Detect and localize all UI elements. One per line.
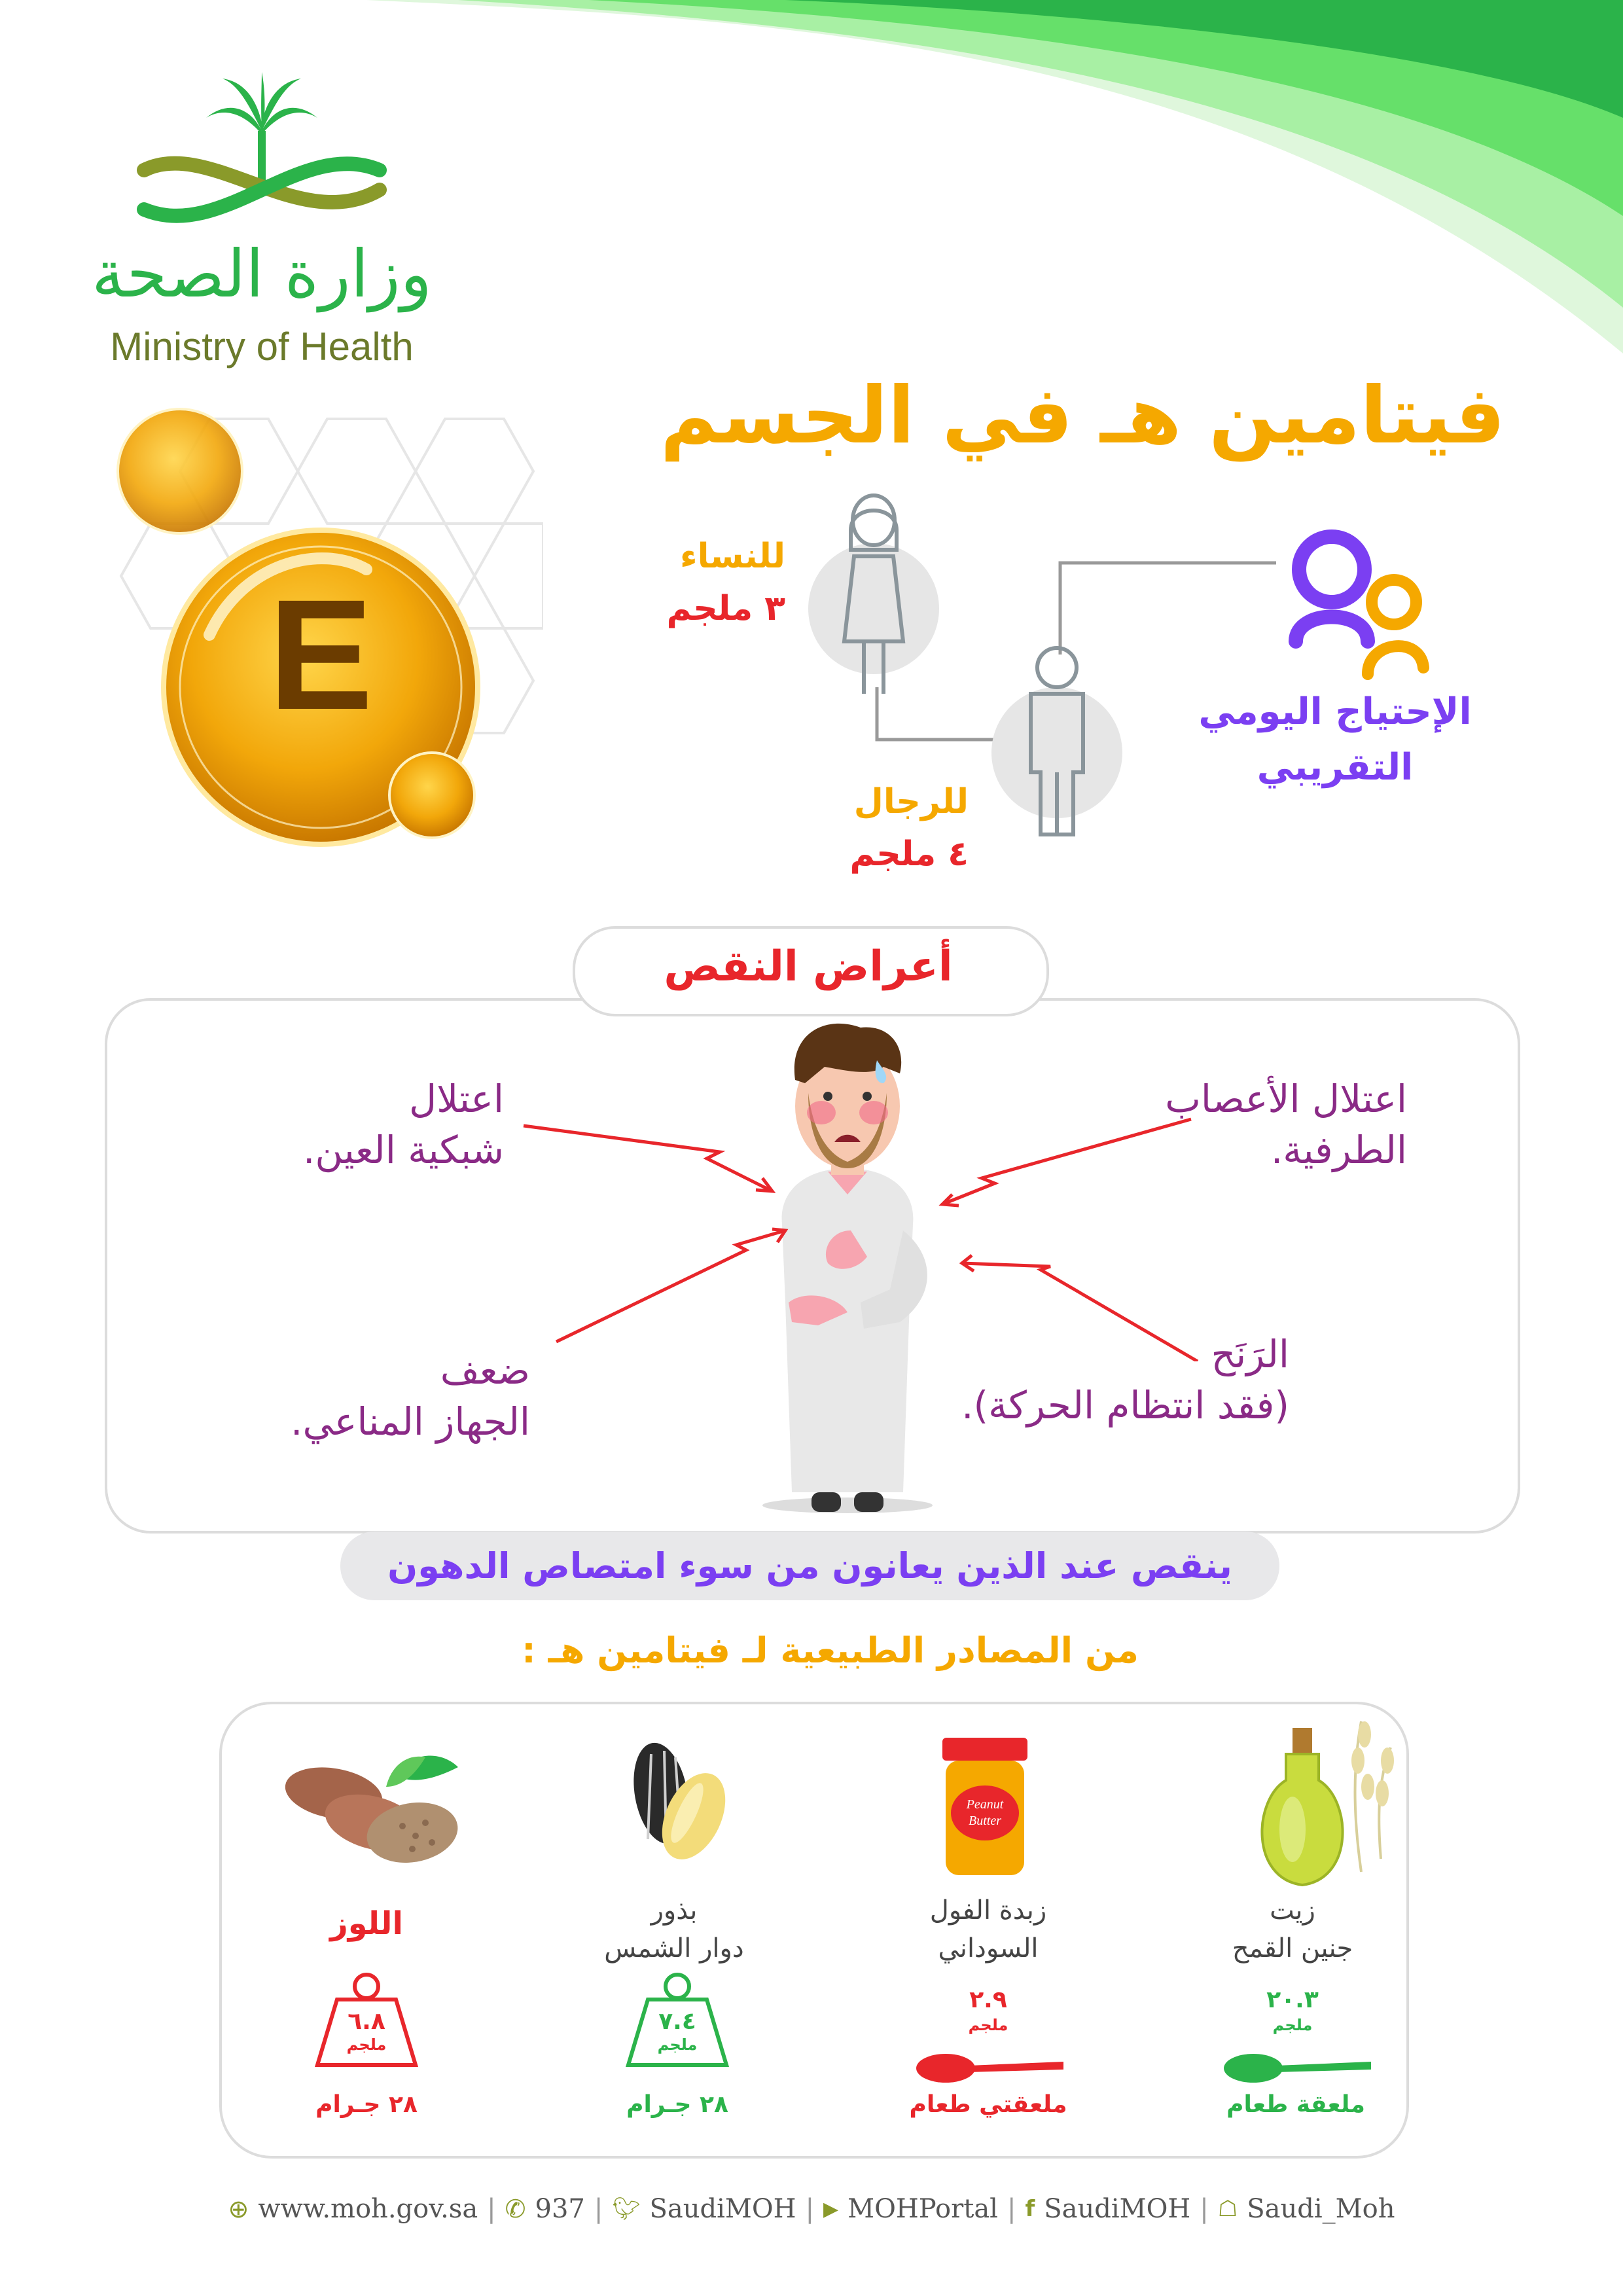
- symptom-immune: [196, 1345, 530, 1448]
- food-1-name: [1201, 1892, 1384, 1967]
- food-2-portion: ملعقتي طعام: [909, 2091, 1067, 2118]
- vitamin-letter: E: [268, 567, 374, 742]
- footer-twitter[interactable]: SaudiMOH: [649, 2194, 796, 2224]
- food-3-amount: ٧.٤: [658, 2008, 696, 2035]
- symptom-immune-line2: الجهاز المناعي.: [291, 1399, 530, 1444]
- man-icon: [1005, 641, 1109, 838]
- food-1-name-line2: جنين القمح: [1232, 1933, 1353, 1964]
- footer-phone[interactable]: 937: [535, 2194, 585, 2224]
- spoon-icon: [1224, 2049, 1374, 2088]
- food-2-unit: ملجم: [968, 2016, 1008, 2034]
- food-3-name-line2: دوار الشمس: [604, 1933, 744, 1964]
- footer-facebook[interactable]: SaudiMOH: [1044, 2194, 1191, 2224]
- almonds-icon: [275, 1748, 471, 1872]
- footer-separator: |: [487, 2194, 496, 2224]
- sources-heading: من المصادر الطبيعية لـ فيتامين هـ :: [522, 1630, 1139, 1671]
- footer-website[interactable]: www.moh.gov.sa: [258, 2194, 478, 2224]
- symptom-retina: [196, 1073, 504, 1176]
- people-icon: [1283, 524, 1453, 694]
- footer: [223, 2189, 1400, 2229]
- youtube-icon: ▶: [823, 2197, 839, 2221]
- symptom-immune-line1: ضعف: [440, 1348, 530, 1393]
- symptom-ataxia-line2: (فقد انتظام الحركة).: [961, 1383, 1289, 1428]
- food-1-name-line1: زيت: [1270, 1895, 1315, 1926]
- food-1-unit: ملجم: [1272, 2016, 1313, 2034]
- women-label: للنساء: [679, 537, 785, 576]
- symptom-nerves-line2: الطرفية.: [1270, 1128, 1407, 1173]
- symptom-ataxia: [916, 1329, 1289, 1431]
- footer-separator: |: [594, 2194, 603, 2224]
- food-3-unit: ملجم: [657, 2036, 698, 2054]
- food-4-portion: ٢٨ جـرام: [315, 2091, 418, 2118]
- food-1-portion: ملعقة طعام: [1226, 2091, 1365, 2118]
- facebook-icon: f: [1025, 2196, 1035, 2222]
- symptom-ataxia-line1: الرَنَح: [1211, 1332, 1289, 1376]
- footer-separator: |: [805, 2194, 815, 2224]
- daily-need-label-2: التقريبي: [1257, 746, 1414, 789]
- woman-icon: [821, 491, 926, 700]
- footer-snapchat[interactable]: Saudi_Moh: [1247, 2194, 1395, 2224]
- footer-youtube[interactable]: MOHPortal: [847, 2194, 998, 2224]
- food-4-unit: ملجم: [346, 2036, 387, 2054]
- peanut-butter-jar-icon: [936, 1734, 1034, 1878]
- sunflower-seeds-icon: [615, 1741, 746, 1872]
- phone-icon: ✆: [505, 2195, 526, 2223]
- food-1-amount: ٢٠.٣: [1266, 1986, 1319, 2013]
- wheat-germ-oil-icon: [1230, 1708, 1400, 1892]
- symptoms-heading: أعراض النقص: [664, 942, 953, 991]
- women-amount: ٣ ملجم: [666, 589, 785, 628]
- page-title: فيتامين هـ في الجسم: [660, 370, 1505, 461]
- ministry-name-en: Ministry of Health: [110, 325, 414, 368]
- spoon-icon-red: [916, 2049, 1067, 2088]
- footer-separator: |: [1200, 2194, 1209, 2224]
- food-2-amount: ٢.٩: [969, 1986, 1007, 2013]
- food-2-name-line1: زبدة الفول: [929, 1895, 1047, 1926]
- absorption-note: ينقص عند الذين يعانون من سوء امتصاص الدهون: [340, 1532, 1279, 1600]
- snapchat-icon: ☖: [1217, 2196, 1238, 2222]
- food-3-portion: ٢٨ جـرام: [626, 2091, 728, 2118]
- men-amount: ٤ ملجم: [849, 834, 969, 874]
- symptom-nerves: [1113, 1073, 1407, 1176]
- food-4-name: اللوز: [330, 1905, 403, 1942]
- daily-need-label-1: الإحتياج اليومي: [1198, 691, 1472, 733]
- twitter-icon: 🐦︎: [612, 2196, 641, 2222]
- food-4-amount: ٦.٨: [348, 2008, 385, 2035]
- symptom-nerves-line1: اعتلال الأعصاب: [1165, 1077, 1407, 1121]
- footer-separator: |: [1007, 2194, 1016, 2224]
- food-3-name: [576, 1892, 772, 1967]
- food-3-name-line1: بذور: [651, 1895, 698, 1926]
- food-2-name: [890, 1892, 1086, 1967]
- men-label: للرجال: [853, 782, 969, 821]
- globe-icon: ⊕: [228, 2195, 249, 2223]
- ministry-name-ar: وزارة الصحة: [92, 236, 432, 312]
- swords-icon: [131, 144, 393, 229]
- symptom-retina-line1: اعتلال: [409, 1077, 504, 1121]
- symptom-retina-line2: شبكية العين.: [302, 1128, 504, 1173]
- ministry-logo: [79, 72, 445, 380]
- jar-label-butter: Butter: [969, 1814, 1001, 1828]
- food-2-name-line2: السوداني: [938, 1933, 1039, 1964]
- jar-label-peanut: Peanut: [966, 1797, 1004, 1812]
